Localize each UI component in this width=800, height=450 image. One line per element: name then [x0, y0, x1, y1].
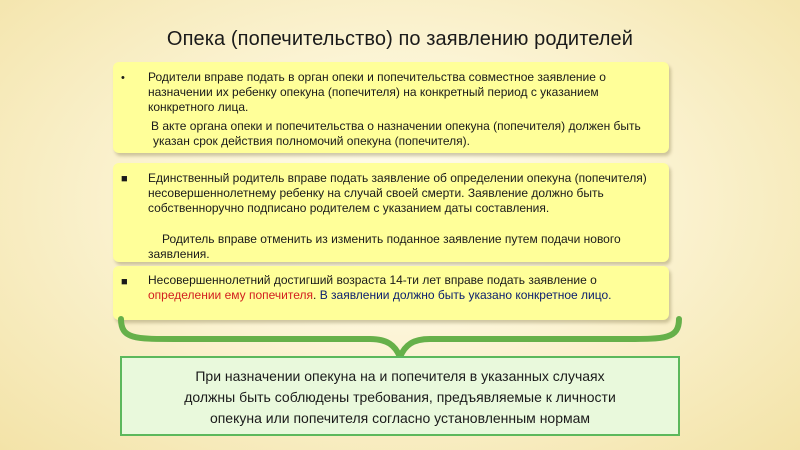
info-box-minor-application: [113, 266, 669, 320]
bullet-icon: ■: [121, 276, 128, 288]
box1-paragraph-2: В акте органа опеки и попечительства о назначении опекуна (попечителя) должен быть указан срок действия полномочий опекуна (попечителя).: [151, 119, 641, 148]
bullet-icon: ■: [121, 173, 128, 185]
box3-highlight: определении ему попечителя: [148, 288, 314, 302]
info-box-single-parent: [113, 163, 669, 262]
curly-brace-icon: [115, 315, 685, 359]
page-title: Опека (попечительство) по заявлению родителей: [166, 28, 634, 50]
bullet-icon: •: [121, 72, 125, 84]
conclusion-box: [120, 356, 680, 436]
box2-paragraph-1: Единственный родитель вправе подать заявление об определении опекуна (попечителя) несовершеннолетнему ребенку на случай своей смерти. Заявление должно быть собственноручно подписано родителем с указанием даты составления.: [148, 171, 647, 215]
box3-text-part1: Несовершеннолетний достигший возраста 14-ти лет вправе подать заявление о: [148, 273, 597, 287]
box3-text-part3: .: [313, 288, 320, 302]
box2-paragraph-2: Родитель вправе отменить из изменить поданное заявление путем подачи нового заявления.: [148, 232, 621, 261]
conclusion-line-1: При назначении опекуна на и попечителя в указанных случаях: [195, 368, 605, 384]
box3-text-part4: В заявлении должно быть указано конкретное лицо.: [319, 288, 612, 302]
box3-paragraph: [148, 273, 660, 303]
info-box-joint-application: [113, 62, 669, 153]
conclusion-line-2: должны быть соблюдены требования, предъявляемые к личности: [184, 389, 616, 405]
box1-paragraph-1: Родители вправе подать в орган опеки и попечительства совместное заявление о назначении их ребенку опекуна (попечителя) на конкретный период с указанием конкретного лица.: [148, 70, 606, 114]
conclusion-line-3: опекуна или попечителя согласно установленным нормам: [209, 410, 591, 426]
